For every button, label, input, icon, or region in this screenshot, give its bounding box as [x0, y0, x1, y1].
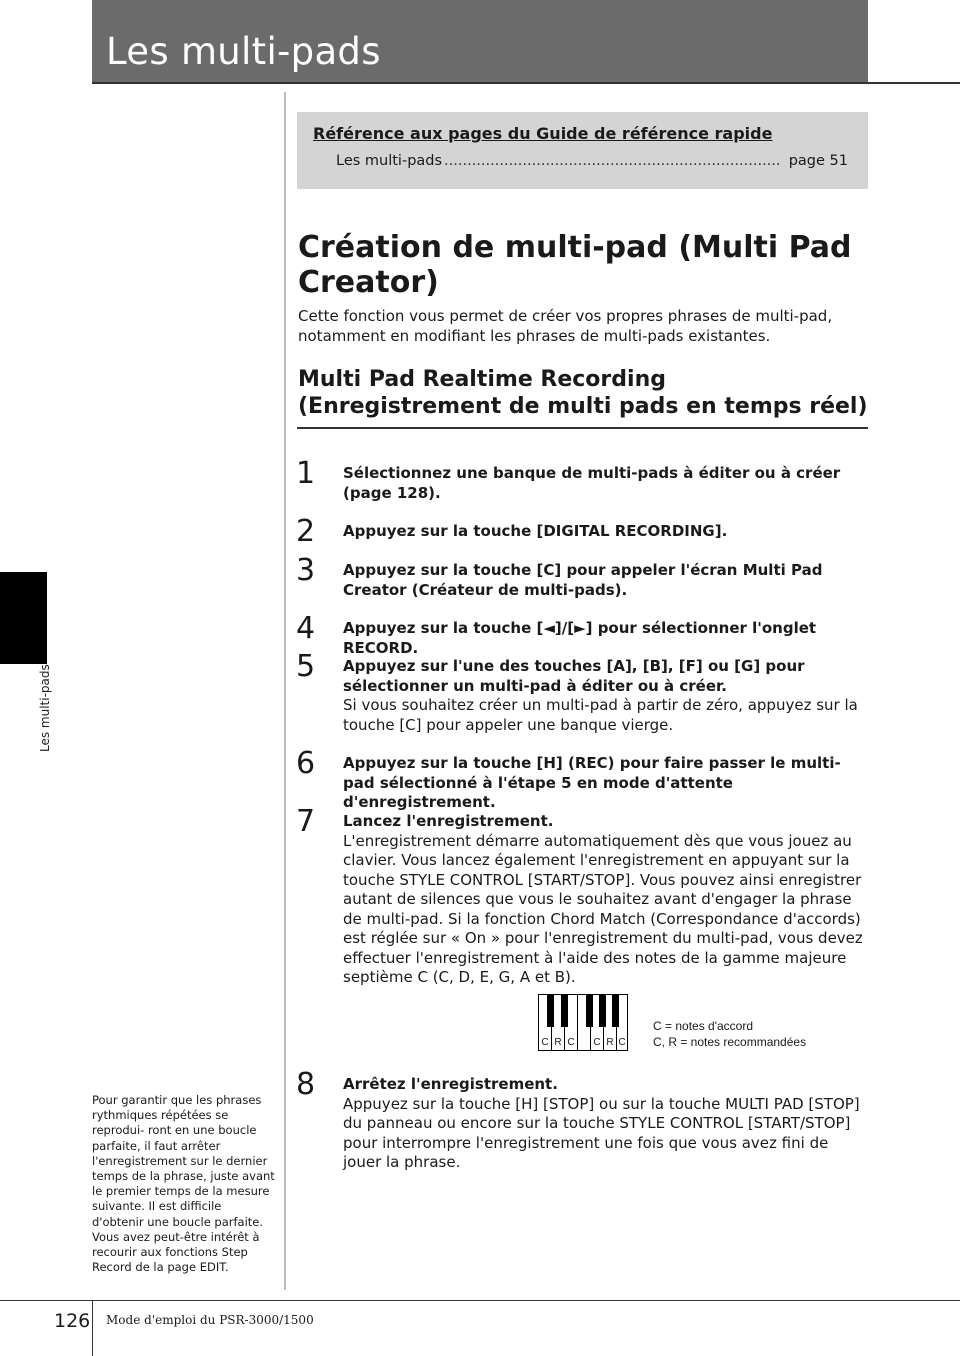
reference-box: [297, 112, 868, 189]
step-body: [343, 812, 867, 988]
black-key: [599, 995, 606, 1027]
step-title: Appuyez sur la touche [C] pour appeler l'écran Multi Pad Creator (Créateur de multi-pads).: [343, 561, 823, 599]
keyboard-diagram: [538, 994, 628, 1051]
subsection-rule: [297, 427, 868, 429]
step-title: Appuyez sur la touche [H] (REC) pour faire passer le multi-pad sélectionné à l'étape 5 en mode d'attente d'enregistrement.: [343, 754, 841, 811]
step-number: 3: [296, 553, 316, 588]
black-key: [547, 995, 554, 1027]
step-number: 8: [296, 1067, 316, 1102]
step-title: Appuyez sur l'une des touches [A], [B], [F] ou [G] pour sélectionner un multi-pad à éditer ou à créer.: [343, 657, 805, 695]
side-tab-label: Les multi-pads: [38, 664, 52, 752]
step-title: Lancez l'enregistrement.: [343, 812, 554, 830]
step-number: 4: [296, 611, 316, 646]
footer-divider: [92, 1300, 93, 1356]
black-key: [612, 995, 619, 1027]
step-number: 5: [296, 649, 316, 684]
step-body: [343, 754, 867, 813]
reference-entry-page: page 51: [788, 153, 848, 169]
key-label: C: [593, 1037, 601, 1048]
reference-entry-label: Les multi-pads: [336, 153, 443, 169]
chapter-side-tab: [0, 572, 47, 664]
step-number: 7: [296, 804, 316, 839]
subsection-title-line1: Multi Pad Realtime Recording: [298, 367, 666, 392]
step-text: Si vous souhaitez créer un multi-pad à partir de zéro, appuyez sur la touche [C] pour appeler une banque vierge.: [343, 696, 858, 734]
white-key-divider: [577, 995, 578, 1050]
step-number: 6: [296, 746, 316, 781]
step-title: Arrêtez l'enregistrement.: [343, 1075, 558, 1093]
reference-leader-dots: [444, 153, 781, 169]
section-title: Création de multi-pad (Multi Pad Creator): [298, 230, 852, 300]
key-label: R: [606, 1037, 614, 1048]
step-title: Appuyez sur la touche [◄]/[►] pour sélectionner l'onglet RECORD.: [343, 619, 817, 657]
column-divider: [284, 92, 286, 1290]
step-number: 1: [296, 456, 316, 491]
reference-entry: [336, 153, 848, 169]
manual-title: Mode d'emploi du PSR-3000/1500: [106, 1313, 314, 1327]
keyboard-legend-chord: C = notes d'accord: [653, 1019, 754, 1033]
step-text: Appuyez sur la touche [H] [STOP] ou sur la touche MULTI PAD [STOP] du panneau ou encore sur la touche STYLE CONTROL [START/STOP] pour interrompre l'enregistrement une fois que vous avez fini de jouer la phrase.: [343, 1094, 860, 1171]
step-body: [343, 1075, 867, 1173]
key-label: C: [618, 1037, 626, 1048]
step-text: L'enregistrement démarre automatiquement dès que vous jouez au clavier. Vous lancez également l'enregistrement en appuyant sur la touche STYLE CONTROL [START/STOP]. Vous pouvez ainsi enregistrer autant de silences que vous le souhaitez avant d'engager la phrase de multi-pad. Si la fonction Chord Match (Correspondance d'accords) est réglée sur « On » pour l'enregistrement du multi-pad, vous devez effectuer l'enregistrement à l'aide des notes de la gamme majeure septième C (C, D, E, G, A et B).: [343, 831, 863, 986]
subsection-title: [298, 366, 868, 420]
black-key: [586, 995, 593, 1027]
key-label: C: [567, 1037, 575, 1048]
step-number: 2: [296, 514, 316, 549]
step-title: Appuyez sur la touche [DIGITAL RECORDING].: [343, 522, 728, 540]
section-intro: Cette fonction vous permet de créer vos propres phrases de multi-pad, notamment en modifiant les phrases de multi-pads existantes.: [298, 307, 833, 345]
chapter-title: Les multi-pads: [106, 30, 381, 73]
black-key: [561, 995, 568, 1027]
step-body: [343, 561, 867, 600]
step-body: [343, 657, 867, 735]
key-label: R: [554, 1037, 562, 1048]
keyboard-legend-recommended: C, R = notes recommandées: [653, 1035, 807, 1049]
subsection-title-line2: (Enregistrement de multi pads en temps réel): [298, 394, 868, 419]
key-label: C: [541, 1037, 549, 1048]
header-rule: [92, 82, 960, 84]
reference-title: Référence aux pages du Guide de référence rapide: [313, 124, 773, 143]
footer-rule: [0, 1300, 960, 1301]
step-title: Sélectionnez une banque de multi-pads à éditer ou à créer (page 128).: [343, 464, 841, 502]
page-number: 126: [54, 1310, 91, 1332]
step-body: [343, 619, 867, 658]
step-body: [343, 464, 867, 503]
step-body: [343, 522, 867, 542]
side-note: Pour garantir que les phrases rythmiques répétées se reprodui- ront en une boucle parfaite, il faut arrêter l'enregistrement sur le dernier temps de la phrase, juste avant le premier temps de la mesure suivante. Il est difficile d'obtenir une boucle parfaite. Vous avez peut-être intérêt à recourir aux fonctions Step Record de la page EDIT.: [92, 1093, 275, 1275]
